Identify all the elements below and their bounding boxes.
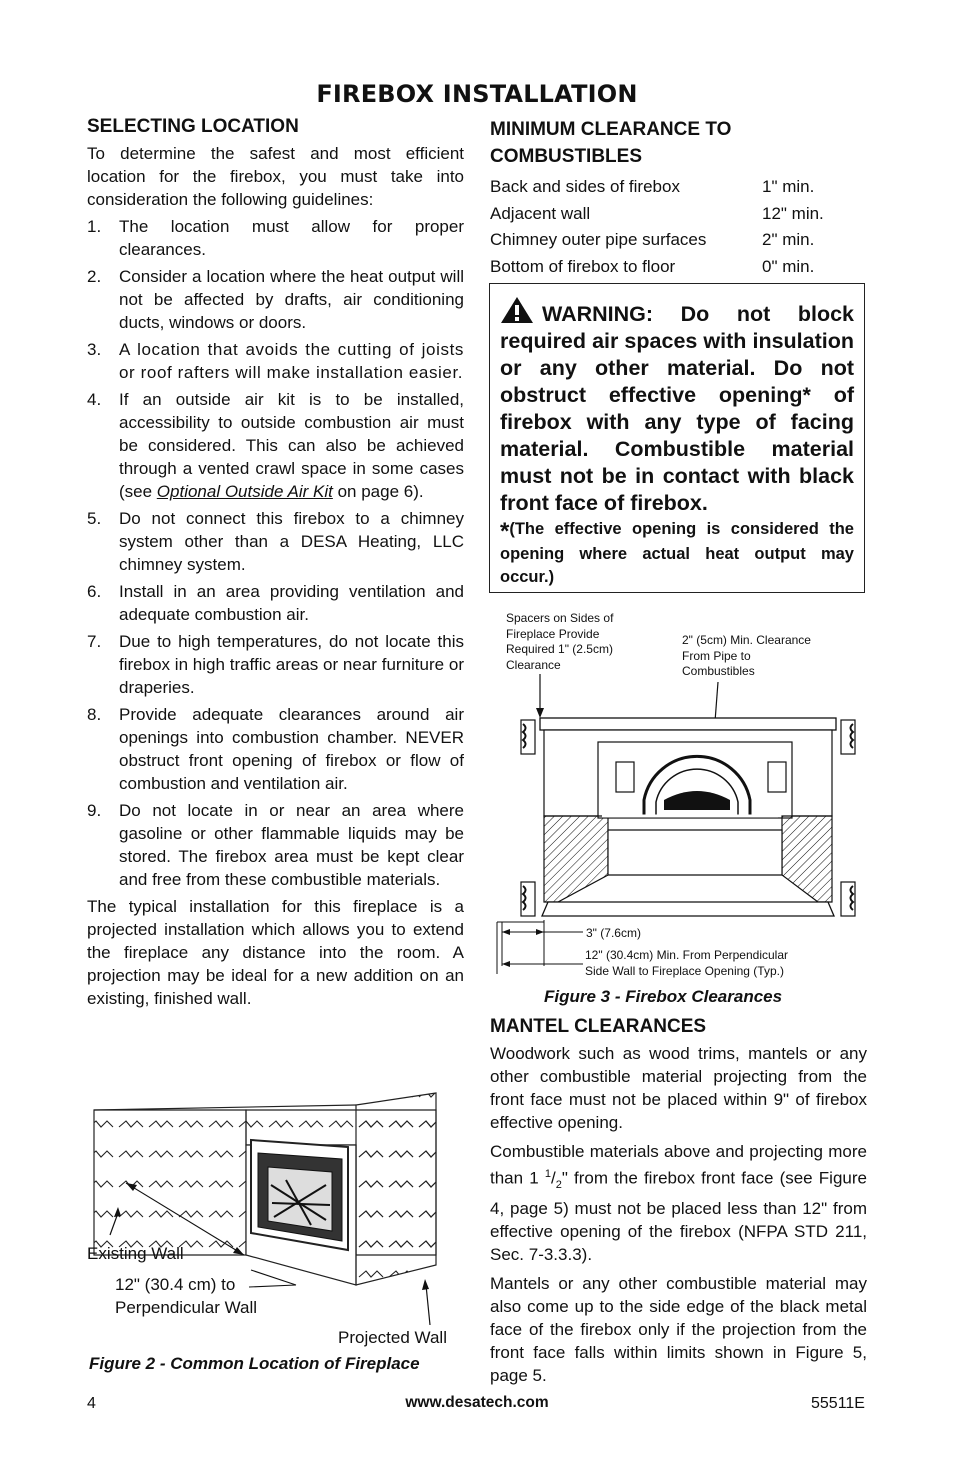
projected-wall-label: Projected Wall xyxy=(338,1328,447,1347)
guidelines-list xyxy=(87,215,464,891)
page-title: FIREBOX INSTALLATION xyxy=(316,80,638,108)
list-item: 3. A location that avoids the cutting of joists or roof rafters will make installation easier. xyxy=(87,340,464,382)
spacers-callout: Spacers on Sides of Fireplace Provide Required 1" (2.5cm) Clearance xyxy=(506,611,614,672)
list-item: 8. Provide adequate clearances around air openings into combustion chamber. NEVER obstruct front opening of firebox or flow of combustion and ventilation air. xyxy=(87,705,464,793)
mantel-p3: Mantels or any other combustible material may also come up to the side edge of the black metal face of the firebox only if the projection from the front face falls within limits shown in Figure 5, page 5. xyxy=(490,1274,867,1386)
clearance-section xyxy=(490,116,867,280)
list-item: 6. Install in an area providing ventilation and adequate combustion air. xyxy=(87,582,464,624)
figure2-caption: Figure 2 - Common Location of Fireplace xyxy=(89,1354,420,1373)
pipe-clearance-callout: 2" (5cm) Min. Clearance From Pipe to Combustibles xyxy=(682,633,811,678)
list-item: 7. Due to high temperatures, do not locate this firebox in high traffic areas or near furniture or draperies. xyxy=(87,632,464,697)
table-row: Adjacent wall 12" min. xyxy=(490,203,824,223)
selecting-intro: To determine the safest and most efficient location for the firebox, you must take into consideration the following guidelines: xyxy=(87,144,464,209)
mantel-p1: Woodwork such as wood trims, mantels or any other combustible material projecting from the front face must not be placed within 9" of firebox effective opening. xyxy=(490,1044,867,1132)
mantel-p2: Combustible materials above and projecting more than 1 $^1/_2$" from the firebox front face (see Figure 4, page 5) must not be placed less than 12" from effective opening of the firebox (NFPA STD 211, Sec. 7-3.3.3). xyxy=(490,1142,867,1265)
list-item: 2. Consider a location where the heat output will not be affected by drafts, air conditioning ducts, windows or doors. xyxy=(87,267,464,332)
dimension-3in: 3" (7.6cm) xyxy=(586,926,641,940)
table-row: Bottom of firebox to floor 0" min. xyxy=(490,256,815,276)
list-item: 1. The location must allow for proper clearances. xyxy=(87,217,464,259)
table-row: Chimney outer pipe surfaces 2" min. xyxy=(490,230,815,249)
dimension-12in: 12" (30.4cm) Min. From Perpendicular Side Wall to Fireplace Opening (Typ.) xyxy=(585,948,788,978)
warning-triangle-icon xyxy=(500,296,534,324)
clearance-heading-line1: MINIMUM CLEARANCE TO xyxy=(490,119,732,140)
selecting-location-heading: SELECTING LOCATION xyxy=(87,116,299,137)
clearance-table xyxy=(490,174,824,280)
list-item: 4. If an outside air kit is to be installed, accessibility to outside combustion air must be considered. This can also be achieved through a vented crawl space in some cases (see Optional Outside Air Kit on page 6). xyxy=(87,390,464,501)
table-row: Back and sides of firebox 1" min. xyxy=(490,177,815,196)
mantel-heading: MANTEL CLEARANCES xyxy=(490,1016,707,1037)
figure3-caption: Figure 3 - Firebox Clearances xyxy=(544,987,783,1006)
document-code: 55511E xyxy=(811,1395,865,1412)
list-item: 5. Do not connect this firebox to a chimney system other than a DESA Heating, LLC chimney system. xyxy=(87,509,464,574)
footer-url[interactable]: www.desatech.com xyxy=(405,1394,549,1411)
warning-main: WARNING: Do not block required air spaces with insulation or any other material. Do not obstruct effective opening* of firebox with any type of facing material. Combustible material must not be in contact with black front face of firebox. xyxy=(500,296,854,517)
existing-wall-label: Existing Wall xyxy=(87,1244,184,1263)
selecting-closing: The typical installation for this fireplace is a projected installation which allows you to extend the fireplace any distance into the room. A projection may be ideal for a new addition on an existing, finished wall. xyxy=(87,897,464,1008)
warning-box xyxy=(489,283,865,593)
warning-note: *(The effective opening is considered the opening where actual heat output may occur.) xyxy=(500,518,854,586)
perpendicular-wall-label-2: Perpendicular Wall xyxy=(115,1298,258,1317)
page-number: 4 xyxy=(87,1395,96,1412)
clearance-heading-line2: COMBUSTIBLES xyxy=(490,146,642,167)
figure3-illustration xyxy=(488,670,868,980)
selecting-location-section xyxy=(87,113,464,1010)
mantel-section xyxy=(490,1013,867,1387)
optional-outside-air-kit-link[interactable]: Optional Outside Air Kit xyxy=(156,482,333,501)
list-item: 9. Do not locate in or near an area where gasoline or other flammable liquids may be stored. The firebox area must be kept clear and free from these combustible materials. xyxy=(87,801,464,889)
perpendicular-wall-label-1: 12" (30.4 cm) to xyxy=(115,1275,236,1294)
